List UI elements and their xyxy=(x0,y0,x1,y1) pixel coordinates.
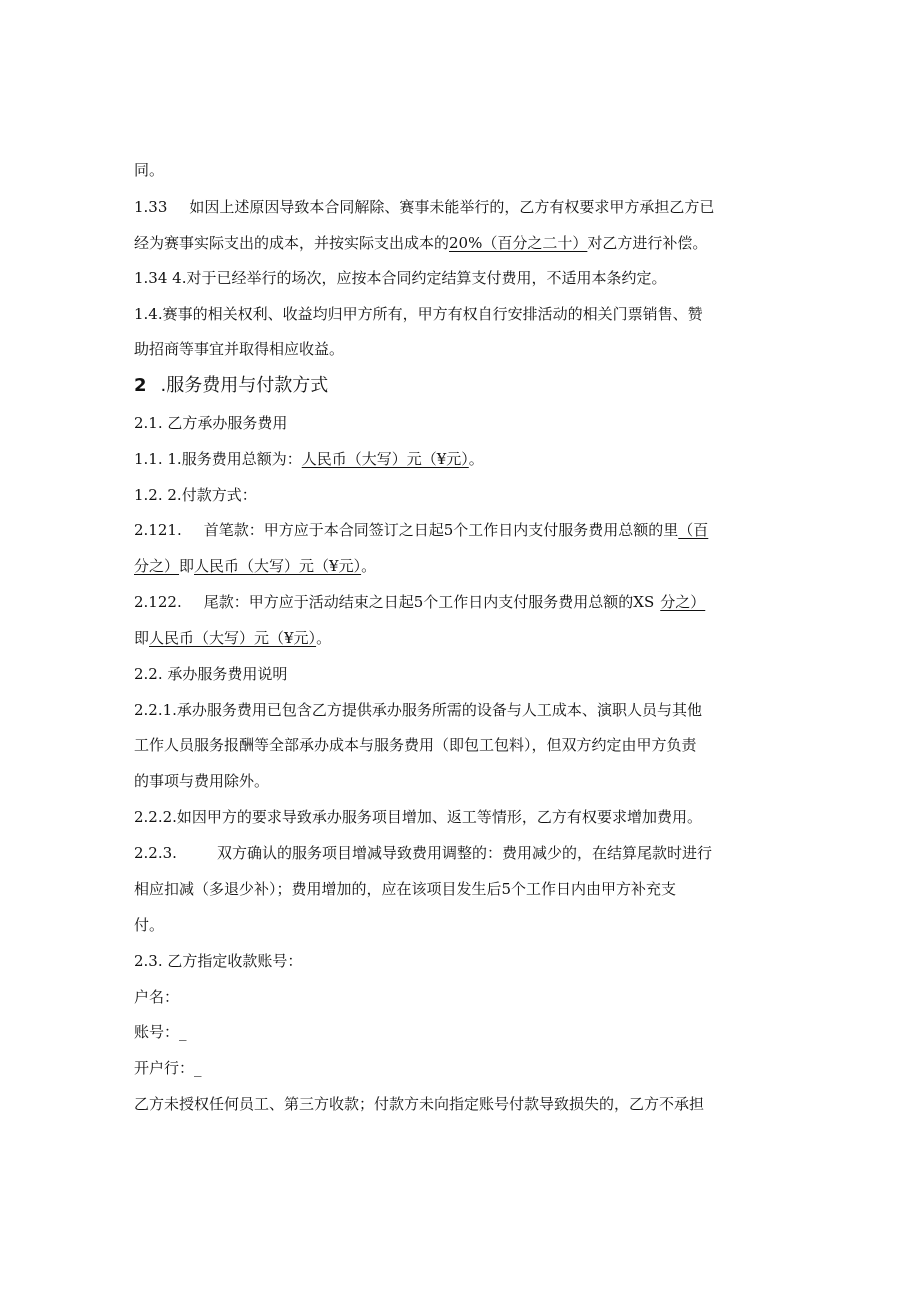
text-line: 助招商等事宜并取得相应收益。 xyxy=(134,340,345,358)
clause-2-122: 2.122. 尾款：甲方应于活动结束之日起5个工作日内支付服务费用总额的XS 分之） xyxy=(134,593,706,611)
clause-2-3: 2.3. 乙方指定收款账号： xyxy=(134,952,303,970)
text-line: 经为赛事实际支出的成本，并按实际支出成本的20%（百分之二十）对乙方进行补偿。 xyxy=(134,234,708,252)
underlined-percentage: 20%（百分之二十） xyxy=(449,234,588,252)
bank-field: 开户行：_ xyxy=(134,1059,202,1077)
clause-2-1: 2.1. 乙方承办服务费用 xyxy=(134,414,288,432)
text-line: 乙方未授权任何员工、第三方收款；付款方未向指定账号付款导致损失的，乙方不承担 xyxy=(134,1095,705,1113)
clause-1-1: 1.1. 1.服务费用总额为：人民币（大写）元（¥元）。 xyxy=(134,450,484,468)
clause-2-2-2: 2.2.2.如因甲方的要求导致承办服务项目增加、返工等情形，乙方有权要求增加费用。 xyxy=(134,808,702,826)
clause-2-121: 2.121. 首笔款：甲方应于本合同签订之日起5个工作日内支付服务费用总额的里（百 xyxy=(134,521,709,539)
account-number-field: 账号：_ xyxy=(134,1023,187,1041)
first-payment-blank: 人民币（大写）元（¥元） xyxy=(194,557,362,575)
fee-amount-blank: 人民币（大写）元（¥元） xyxy=(301,450,469,468)
text-line: 即人民币（大写）元（¥元）。 xyxy=(134,629,332,647)
text-line: 付。 xyxy=(134,916,165,934)
text-line: 分之）即人民币（大写）元（¥元）。 xyxy=(134,557,377,575)
clause-1-33: 1.33 如因上述原因导致本合同解除、赛事未能举行的，乙方有权要求甲方承担乙方已 xyxy=(134,198,715,216)
text-line: 相应扣减（多退少补）；费用增加的，应在该项目发生后5个工作日内由甲方补充支 xyxy=(134,880,677,898)
section-heading: 2 .服务费用与付款方式 xyxy=(134,375,329,396)
text-line: 的事项与费用除外。 xyxy=(134,772,270,790)
clause-1-2: 1.2. 2.付款方式： xyxy=(134,486,257,504)
clause-2-2: 2.2. 承办服务费用说明 xyxy=(134,665,288,683)
clause-1-4: 1.4.赛事的相关权利、收益均归甲方所有，甲方有权自行安排活动的相关门票销售、赞 xyxy=(134,305,703,323)
clause-2-2-3: 2.2.3. 双方确认的服务项目增减导致费用调整的：费用减少的，在结算尾款时进行 xyxy=(134,844,712,862)
clause-1-34: 1.34 4.对于已经举行的场次，应按本合同约定结算支付费用，不适用本条约定。 xyxy=(134,269,667,287)
text-line: 工作人员服务报酬等全部承办成本与服务费用（即包工包料），但双方约定由甲方负责 xyxy=(134,736,697,754)
text-line: 同。 xyxy=(134,161,165,179)
clause-2-2-1: 2.2.1.承办服务费用已包含乙方提供承办服务所需的设备与人工成本、演职人员与其他 xyxy=(134,701,702,719)
final-payment-blank: 人民币（大写）元（¥元） xyxy=(149,629,317,647)
account-name-field: 户名： xyxy=(134,988,180,1006)
